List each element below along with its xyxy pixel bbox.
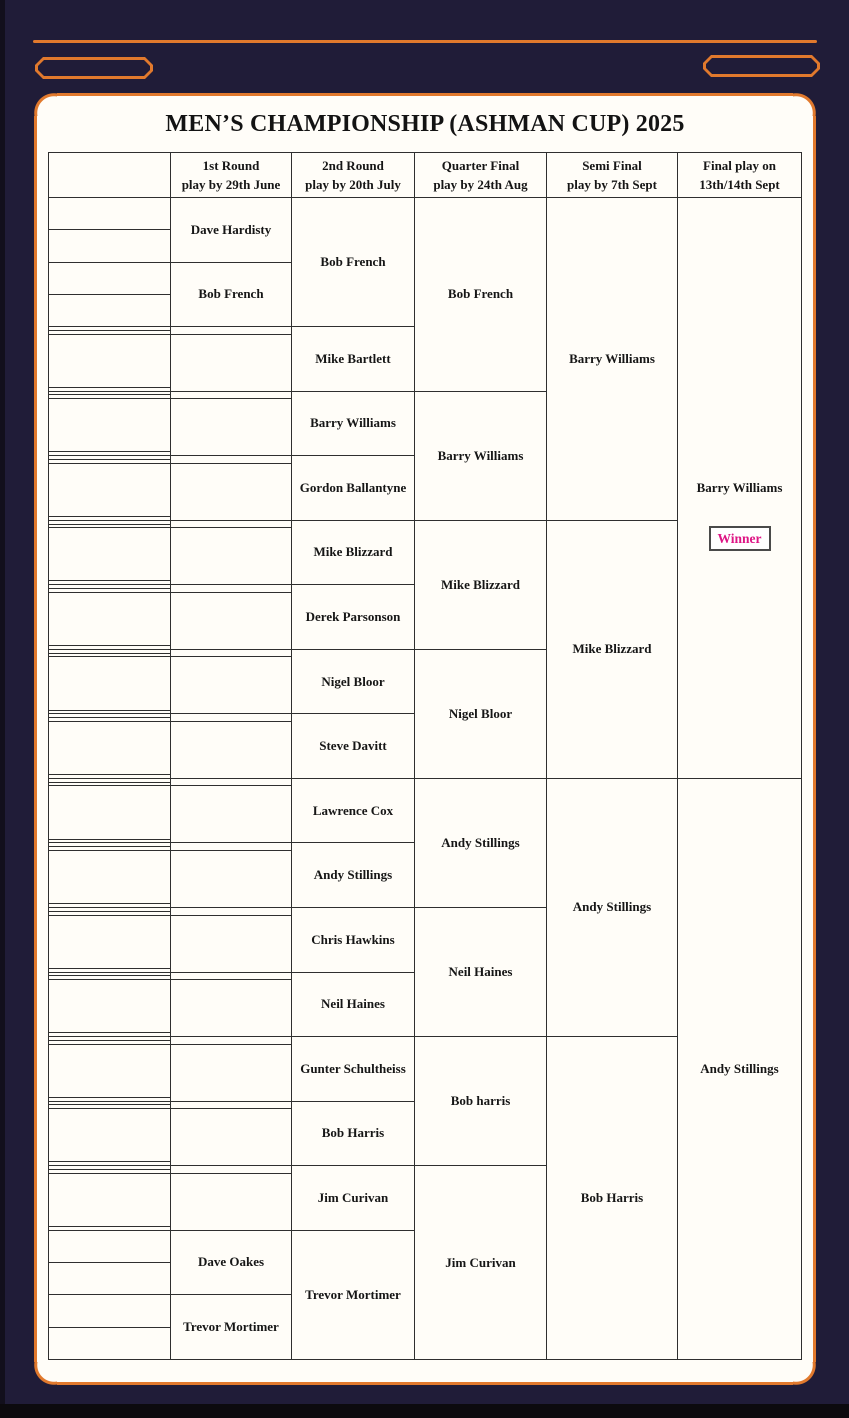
round-1-cell [171, 585, 292, 593]
header-row [49, 153, 802, 198]
player-name: Mike Blizzard [440, 576, 521, 592]
round-2-cell [292, 585, 415, 650]
entry-line-cell [49, 262, 171, 294]
round-1-cell [171, 721, 292, 778]
quarter-final-cell [415, 778, 547, 907]
player-name: Gunter Schultheiss [300, 1060, 406, 1076]
round-1-cell [171, 657, 292, 714]
round-1-cell [171, 1295, 292, 1360]
column-header [171, 153, 292, 198]
player-name: Gordon Ballantyne [299, 479, 407, 495]
semi-final-cell [547, 1037, 678, 1360]
round-1-cell [171, 972, 292, 980]
round-1-cell [171, 262, 292, 327]
player-name: Nigel Bloor [321, 673, 385, 689]
player-name: Steve Davitt [319, 738, 387, 754]
player-name: Mike Blizzard [313, 544, 393, 560]
round-1-cell [171, 980, 292, 1037]
round-2-cell [292, 1230, 415, 1359]
round-1-cell [171, 198, 292, 263]
left-plaque [35, 57, 153, 79]
round-1-cell [171, 1101, 292, 1109]
round-1-cell [171, 327, 292, 335]
column-header-text: Final play on [703, 158, 776, 173]
bracket-card [34, 93, 816, 1385]
round-1-cell [171, 843, 292, 851]
column-header-text: play by 29th June [181, 177, 281, 192]
round-1-cell [171, 1230, 292, 1295]
quarter-final-cell [415, 649, 547, 778]
entry-line-cell [49, 1044, 171, 1097]
column-header-text: Semi Final [582, 158, 642, 173]
round-2-cell [292, 649, 415, 714]
entry-line-cell [49, 334, 171, 387]
round-2-cell [292, 714, 415, 779]
round-1-cell [171, 528, 292, 585]
entry-line-cell [49, 786, 171, 839]
round-2-cell [292, 972, 415, 1037]
column-header [415, 153, 547, 198]
player-name: Bob Harris [580, 1190, 644, 1206]
round-2-cell [292, 843, 415, 908]
player-name: Neil Haines [448, 964, 513, 980]
entry-line-cell [49, 1109, 171, 1162]
player-name: Andy Stillings [572, 899, 652, 915]
quarter-final-cell [415, 907, 547, 1036]
entry-line-cell [49, 1262, 171, 1294]
player-name: Bob harris [450, 1093, 511, 1109]
column-header-text: Quarter Final [441, 158, 520, 173]
column-header-text: play by 24th Aug [433, 177, 528, 192]
round-1-cell [171, 907, 292, 915]
player-name: Bob French [320, 254, 386, 270]
round-1-cell [171, 1109, 292, 1166]
column-header-text: 1st Round [202, 158, 260, 173]
left-edge-strip [0, 0, 5, 1404]
player-name: Dave Hardisty [190, 221, 272, 237]
semi-final-cell [547, 198, 678, 521]
tournament-title: MEN’S CHAMPIONSHIP (ASHMAN CUP) 2025 [165, 111, 685, 137]
round-2-cell [292, 1101, 415, 1166]
round-2-cell [292, 456, 415, 521]
column-header [547, 153, 678, 198]
quarter-final-cell [415, 520, 547, 649]
entry-line-cell [49, 230, 171, 262]
bracket-row [49, 198, 802, 230]
round-1-cell [171, 463, 292, 520]
round-1-cell [171, 851, 292, 908]
semi-final-cell [547, 778, 678, 1036]
winner-badge: Winner [709, 526, 771, 551]
entry-line-cell [49, 198, 171, 230]
player-name: Nigel Bloor [448, 705, 513, 721]
entry-line-cell [49, 1230, 171, 1262]
entry-line-cell [49, 528, 171, 581]
quarter-final-cell [415, 198, 547, 392]
entry-line-cell [49, 1295, 171, 1327]
corner-notch-bottom-left [34, 1362, 57, 1385]
round-2-cell [292, 391, 415, 456]
player-name: Chris Hawkins [311, 931, 395, 947]
player-name: Mike Blizzard [572, 641, 652, 657]
round-1-cell [171, 778, 292, 786]
column-header-text: play by 7th Sept [567, 177, 657, 192]
round-1-cell [171, 520, 292, 528]
entry-line-cell [49, 592, 171, 645]
player-name: Dave Oakes [197, 1254, 265, 1270]
round-1-cell [171, 391, 292, 399]
right-plaque [703, 55, 820, 77]
column-header-text: play by 20th July [305, 177, 401, 192]
player-name: Andy Stillings [700, 1060, 779, 1076]
round-1-cell [171, 786, 292, 843]
entry-line-cell [49, 463, 171, 516]
round-2-cell [292, 327, 415, 392]
quarter-final-cell [415, 1166, 547, 1360]
round-1-cell [171, 399, 292, 456]
column-header [292, 153, 415, 198]
round-1-cell [171, 915, 292, 972]
entry-line-cell [49, 399, 171, 452]
round-2-cell [292, 198, 415, 327]
player-name: Jim Curivan [317, 1189, 389, 1205]
player-name: Bob Harris [321, 1125, 385, 1141]
player-name: Jim Curivan [445, 1254, 516, 1270]
round-1-cell [171, 1173, 292, 1230]
player-name: Barry Williams [310, 415, 396, 431]
entry-line-cell [49, 294, 171, 326]
column-header [678, 153, 802, 198]
round-2-cell [292, 778, 415, 843]
entry-line-cell [49, 657, 171, 710]
entry-line-cell [49, 980, 171, 1033]
final-cell [678, 778, 802, 1359]
player-name: Andy Stillings [441, 834, 520, 850]
entry-line-cell [49, 851, 171, 904]
bracket-table [48, 152, 802, 1360]
column-header-text: 13th/14th Sept [699, 177, 780, 192]
player-name: Mike Bartlett [315, 350, 391, 366]
round-2-cell [292, 1037, 415, 1102]
entry-line-cell [49, 1327, 171, 1359]
round-1-cell [171, 592, 292, 649]
player-name: Barry Williams [437, 447, 524, 463]
round-1-cell [171, 714, 292, 722]
player-name: Trevor Mortimer [305, 1286, 401, 1302]
final-cell [678, 198, 802, 779]
footer-strip [0, 1404, 849, 1418]
player-name: Bob French [198, 286, 264, 302]
player-name: Barry Williams [696, 479, 783, 495]
round-1-cell [171, 334, 292, 391]
top-rule [33, 40, 817, 43]
round-2-cell [292, 1166, 415, 1231]
round-1-cell [171, 1044, 292, 1101]
quarter-final-cell [415, 391, 547, 520]
column-header-blank [49, 153, 171, 198]
round-1-cell [171, 649, 292, 657]
entry-line-cell [49, 915, 171, 968]
player-name: Lawrence Cox [312, 802, 394, 818]
player-name: Bob French [447, 286, 514, 302]
entry-line-cell [49, 721, 171, 774]
player-name: Trevor Mortimer [183, 1319, 279, 1335]
round-1-cell [171, 1166, 292, 1174]
player-name: Derek Parsonson [305, 609, 401, 625]
round-1-cell [171, 456, 292, 464]
round-1-cell [171, 1037, 292, 1045]
column-header-text: 2nd Round [322, 158, 384, 173]
round-2-cell [292, 907, 415, 972]
player-name: Barry Williams [569, 350, 655, 366]
player-name: Neil Haines [321, 996, 385, 1012]
quarter-final-cell [415, 1037, 547, 1166]
player-name: Andy Stillings [313, 867, 393, 883]
corner-notch-bottom-right [793, 1362, 816, 1385]
entry-line-cell [49, 1173, 171, 1226]
round-2-cell [292, 520, 415, 585]
semi-final-cell [547, 520, 678, 778]
